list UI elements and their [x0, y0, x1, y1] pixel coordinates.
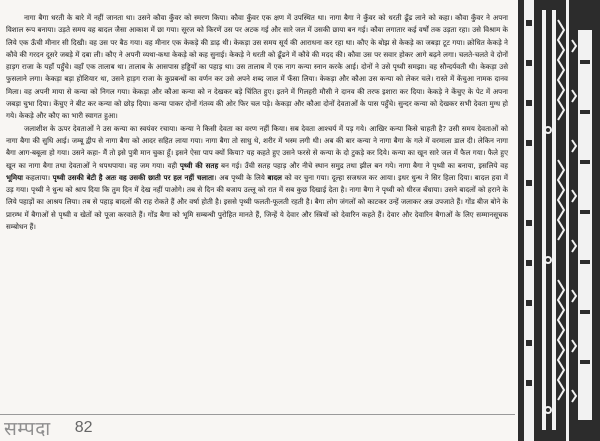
paragraph-p1	[6, 12, 508, 123]
page-number: 82	[74, 419, 93, 436]
text-segment: बन गई। उँची सतह पहाड़ और नीचे स्थान समुद्र तथा झील बन गये। नागा बैगा ने पृथ्वी का बनाया, इसलिये वह	[218, 160, 508, 170]
text-segment: । अब पृथ्वी के लिये	[213, 172, 268, 182]
tribal-pattern-border	[518, 0, 600, 441]
bold-text-segment: भूमिया	[6, 172, 24, 182]
tribal-pattern-art	[518, 0, 600, 441]
text-segment: को वर चुना गया। दूल्हा सजधज कर आया। इधर धुन्ध ने सिर हिला दिया। बादल हवा में उड़ गया। पृथ्वी ने धुन्ध को श्राप दिया कि तुम दिन में देख नहीं पाओगे। तब से दिन की बजाय उल्लू को रात में सब कुछ दिखाई देता है। नागा बैगा ने पृथ्वी को धीरज बँधाया। उसने बादलों को हराने के लिये पहाड़ों का आश्रय लिया। तब से पहाड़ बादलों की राह रोकते हैं और वर्षा होती है। इससे पृथ्वी फलती-फूलती रहती है। बैगा लोग जंगलों को काटकर उन्हें जलाकर अन्न उपजाते हैं। गोंड बीज बोने के प्रारम्भ में बैगाओं से पृथ्वी व खेतों को पूजा करवाते हैं। गोंड बैगा को भूमि सम्बन्धी पुरोहित मानते हैं, जिन्हें ये देवार और स्त्रियों को देवारिन कहते हैं। देवार और देवारिन बैगाओं के लिए सम्मानसूचक सम्बोधन हैं।	[6, 172, 508, 232]
text-segment: जलाशीश के ऊपर देवताओं ने उस कन्या का स्वयंवर रचाया। कन्या ने किसी देवता का वरण नहीं किया। सब देवता आश्चर्य में पड़ गये। आखिर कन्या किसे चाहती है? उसी समय देवताओं को नागा बैगा की सुधि आई। जम्बू द्वीप से नागा बैगा को आदर सहित लाया गया। नागा बैगा तो साधु थे, शरीर में भस्म लगी थी। अब की बार कन्या ने नागा बैगा के गले में वरमाला डाल दी। लेकिन नागा बैगा आग-बबूला हो गया। उसने कहा- मैं तो इसे पुत्री मान चुका हूँ। इसने ऐसा पाप क्यों किया? यह कहते हुए उसने फरसे से कन्या के दो टुकड़े कर दिये। कन्या का खून सारे जल में फैल गया। फैले हुए खून का नागा बैगा तथा देवताओं ने थपथपाया। वह जम गया। वही	[6, 123, 508, 170]
bold-text-segment: पृथ्वी उसकी बेटी है अतः वह उसकी छाती पर हल नहीं चलाता	[52, 172, 214, 182]
bold-text-segment: पृथ्वी की सतह	[179, 160, 219, 170]
body-text	[6, 12, 508, 233]
paragraph-p2	[6, 123, 508, 234]
text-segment: कहलाया।	[23, 172, 53, 182]
text-segment: नागा बैगा धरती के बारे में नहीं जानता था। उसने कौवा कुँवर को स्मरण किया। कौवा कुँवर एक क्षण में उपस्थित था। नागा बैगा ने कुँवर को धरती ढूँढ लाने को कहा। कौवा कुँवर ने अपना विशाल रूप बनाया। उड़ते समय वह बादल जैसा आकाश में छा गया। सूरज को किरणें उस पर अटक गई और सारे जल में उसकी छाया बन गई। कौवा लगातार कई वर्षों तक उड़ता रहा। उसे विश्राम के लिये एक ऊँची मीनार सी दिखी। वह उस पर बैठ गया। वह मीनार एक केकड़े की डाढ़ थी। केकड़ा उस समय सूर्य की आराधना कर रहा था। कौए के बोझ से केकड़े का जबड़ा टूट गया। क्रोधित केकड़े ने कौवे की गरदन दूसरे जबड़े में दबा ली। कौए ने अपनी व्यथा-कथा केकड़े को कह सुनाई। केकड़े ने धरती को ढूँढने में कौवे की मदद की। कौवा उस पर सवार होकर आगे बढ़ने लगा। चलते-चलते वे दोनों हाड़ग राजा के यहाँ पहुँचे। वहाँ एक तालाब था। तालाब के आसपास हड्डियों का पहाड़ था। उस तालाब में एक नाग कन्या स्नान करके आई। दोनों ने उसे पृथ्वी समझा। वह सौन्दर्यवती थी। केकड़ा उसे फुसलाने लगा। केकड़ा बड़ा होशियार था, उसने हाड़ग राजा के कुप्रबन्धों का वर्णन कर उसे अपने शब्द जाल में फँसा लिया। केकड़ा और कौआ उस कन्या को लेकर चले। रास्ते में केंचुआ नामक दानव मिला। वह अपनी माया से कन्या को निगल गया। केकड़ा और कौआ कन्या को न देखकर बड़े चिंतित हुए। इतने में गिलहरी मौसी ने दानव की तरफ इशारा कर दिया। केकड़े ने केंचुए के पेट में अपना जबड़ा चुभा दिया। केंचुए ने बीट कर कन्या को छोड़ दिया। कन्या पाकर दोनों गंतव्य की ओर फिर चल पड़े। केकड़ा और कौआ दोनों देवताओं के पास पहुँचे। सुन्दर कन्या को देखकर सभी देवता मुग्ध हो गये। केकड़े और कौए का भारी स्वागत हुआ।	[6, 13, 508, 121]
magazine-name: सम्पदा	[4, 418, 51, 440]
bold-text-segment: बादल	[267, 172, 282, 182]
page-footer	[0, 414, 515, 441]
